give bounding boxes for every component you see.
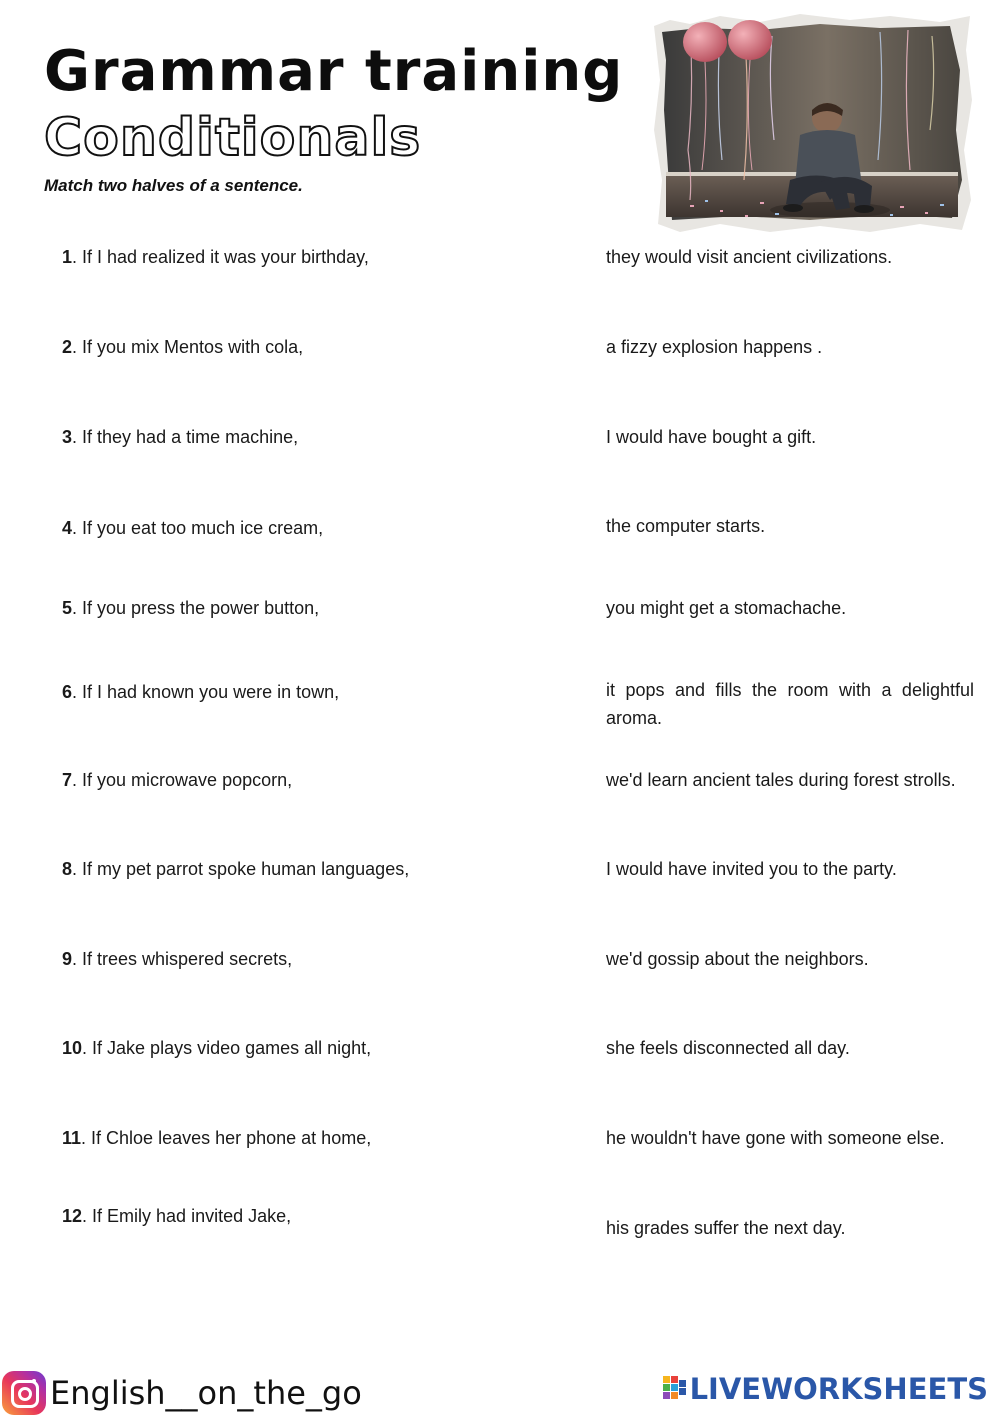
right-item: we'd learn ancient tales during forest strolls. bbox=[606, 770, 956, 790]
instagram-icon bbox=[2, 1371, 46, 1415]
liveworksheets-icon bbox=[662, 1374, 688, 1404]
left-item bbox=[62, 594, 562, 622]
footer-credit bbox=[2, 1368, 362, 1418]
header-photo bbox=[650, 10, 975, 235]
liveworksheets-logo bbox=[662, 1372, 988, 1406]
instagram-handle: English__on_the_go bbox=[50, 1374, 362, 1412]
left-item bbox=[62, 1124, 562, 1152]
page-title: Grammar training bbox=[44, 39, 624, 104]
left-item bbox=[62, 855, 562, 883]
item-text: . If my pet parrot spoke human languages, bbox=[72, 859, 410, 879]
item-text: . If Jake plays video games all night, bbox=[82, 1038, 372, 1058]
item-text: . If Emily had invited Jake, bbox=[82, 1206, 292, 1226]
left-item bbox=[62, 1034, 562, 1062]
item-text: . If they had a time machine, bbox=[72, 427, 299, 447]
right-item: the computer starts. bbox=[606, 516, 766, 536]
right-item: a fizzy explosion happens . bbox=[606, 337, 823, 357]
left-item bbox=[62, 1202, 562, 1230]
item-text: . If Chloe leaves her phone at home, bbox=[81, 1128, 372, 1148]
item-number: 10 bbox=[62, 1038, 83, 1058]
item-number: 5 bbox=[62, 598, 73, 618]
item-text: . If you mix Mentos with cola, bbox=[72, 337, 304, 357]
left-item bbox=[62, 423, 562, 451]
right-item: it pops and fills the room with a delightful aroma. bbox=[606, 680, 974, 728]
item-number: 12 bbox=[62, 1206, 83, 1226]
right-item: he wouldn't have gone with someone else. bbox=[606, 1128, 945, 1148]
item-number: 7 bbox=[62, 770, 73, 790]
item-text: . If I had realized it was your birthday, bbox=[72, 247, 369, 267]
left-item bbox=[62, 678, 562, 706]
item-number: 9 bbox=[62, 949, 73, 969]
instruction-text: Match two halves of a sentence. bbox=[44, 176, 303, 195]
item-number: 11 bbox=[62, 1128, 82, 1148]
page-subtitle: Conditionals bbox=[44, 108, 422, 168]
right-item: they would visit ancient civilizations. bbox=[606, 247, 893, 267]
item-text: . If I had known you were in town, bbox=[72, 682, 340, 702]
item-text: . If you microwave popcorn, bbox=[72, 770, 293, 790]
item-number: 4 bbox=[62, 518, 73, 538]
item-number: 3 bbox=[62, 427, 73, 447]
item-text: . If you press the power button, bbox=[72, 598, 320, 618]
left-item bbox=[62, 243, 562, 271]
left-item bbox=[62, 333, 562, 361]
item-number: 8 bbox=[62, 859, 73, 879]
left-item bbox=[62, 514, 562, 542]
right-item: you might get a stomachache. bbox=[606, 598, 847, 618]
right-item: I would have bought a gift. bbox=[606, 427, 817, 447]
left-item bbox=[62, 945, 562, 973]
item-number: 6 bbox=[62, 682, 73, 702]
right-item: I would have invited you to the party. bbox=[606, 859, 897, 879]
right-item: she feels disconnected all day. bbox=[606, 1038, 850, 1058]
right-item: his grades suffer the next day. bbox=[606, 1218, 846, 1238]
left-item bbox=[62, 766, 562, 794]
item-text: . If you eat too much ice cream, bbox=[72, 518, 324, 538]
item-number: 2 bbox=[62, 337, 73, 357]
brand-text: LIVEWORKSHEETS bbox=[689, 1372, 988, 1406]
item-text: . If trees whispered secrets, bbox=[72, 949, 293, 969]
item-number: 1 bbox=[62, 247, 73, 267]
right-item: we'd gossip about the neighbors. bbox=[606, 949, 869, 969]
